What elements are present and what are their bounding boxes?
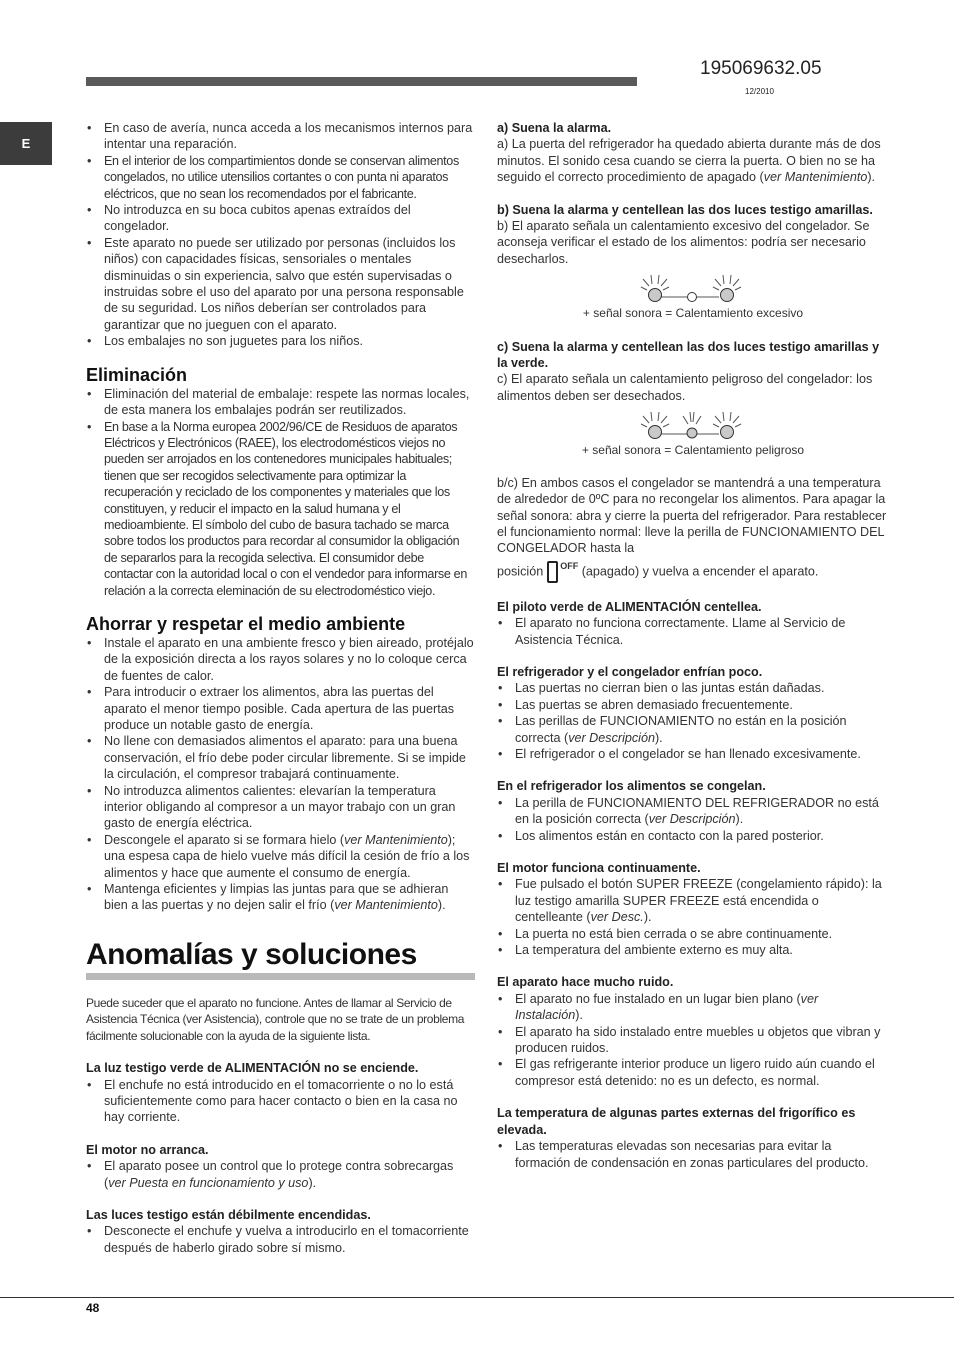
list-item: • Fue pulsado el botón SUPER FREEZE (congelamiento rápido): la luz testigo amarilla SUPER FREEZE está encendida o centelleante (ver Desc.). xyxy=(497,876,889,925)
list-item: • El refrigerador o el congelador se han llenado excesivamente. xyxy=(497,746,889,762)
document-date: 12/2010 xyxy=(745,87,774,96)
warning-lights-icon xyxy=(631,410,755,442)
warning-lights-icon xyxy=(631,273,755,305)
list-item: • En caso de avería, nunca acceda a los mecanismos internos para intentar una reparación. xyxy=(86,120,475,153)
list-item: • Las perillas de FUNCIONAMIENTO no están en la posición correcta (ver Descripción). xyxy=(497,713,889,746)
figure-caption: + señal sonora = Calentamiento peligroso xyxy=(581,443,805,458)
problem-heading: b) Suena la alarma y centellean las dos luces testigo amarillas. xyxy=(497,202,873,217)
problem-heading: El refrigerador y el congelador enfrían poco. xyxy=(497,664,763,679)
list-item: • La temperatura del ambiente externo es muy alta. xyxy=(497,942,889,958)
off-label: OFF xyxy=(560,560,579,571)
left-column xyxy=(86,120,475,1256)
problem-heading: El motor funciona continuamente. xyxy=(497,861,701,875)
list-item: • Desconecte el enchufe y vuelva a introducirlo en el tomacorriente después de haberlo girado sobre sí mismo. xyxy=(86,1223,475,1256)
paragraph: b/c) En ambos casos el congelador se mantendrá a una temperatura de alrededor de 0ºC para no recongelar los alimentos. Para apagar la señal sonora: abra y cierre la puerta del refrigerador. Para restablecer el funcionamiento normal: lleve la perilla de FUNCIONAMIENTO DEL CONGELADOR hasta la xyxy=(497,475,887,556)
paragraph: b) El aparato señala un calentamiento excesivo del congelador. Se aconseja verificar el estado de los alimentos: podría ser necesario desecharlos. xyxy=(497,219,870,266)
list-item: • En el interior de los compartimientos donde se conservan alimentos congelados, no utilice utensilios cortantes o con punta ni aparatos eléctricos, que no sean los recomendados por el fabricante. xyxy=(86,153,475,202)
list-item: • En base a la Norma europea 2002/96/CE de Residuos de aparatos Eléctricos y Electrónicos (RAEE), los electrodomésticos viejos no pueden ser arrojados en los contenedores municipales habituales; tienen que ser recogidos selectivamente para optimizar la recuperación y reciclado de los componentes y materiales que los constituyen, y reducir el impacto en la salud humana y el medioambiente. El símbolo del cubo de basura tachado se marca sobre todos los productos para recordar al consumidor la obligación de separarlos para la recogida selectiva. El consumidor debe contactar con la autoridad local o con el vendedor para informarse en relación a la correcta eleminación de su electrodoméstico viejo. xyxy=(86,419,475,599)
paragraph: posición $^{OFF}$ (apagado) y vuelva a encender el aparato. xyxy=(497,561,889,583)
language-tab: E xyxy=(0,122,52,165)
title-rule xyxy=(86,973,475,980)
figure-caption: + señal sonora = Calentamiento excesivo xyxy=(582,306,804,321)
list-item: • El gas refrigerante interior produce un ligero ruido aún cuando el compresor está detenido: no es un defecto, es normal. xyxy=(497,1056,889,1089)
right-column xyxy=(497,120,889,1171)
problem-heading: El aparato hace mucho ruido. xyxy=(497,975,674,990)
list-item: • Para introducir o extraer los alimentos, abra las puertas del aparato el menor tiempo posible. Cada apertura de las puertas produce un notable gasto de energía. xyxy=(86,684,475,733)
list-item: • Descongele el aparato si se formara hielo (ver Mantenimiento); una espesa capa de hielo vuelve más difícil la cesión de frío a los alimentos y hace que aumente el consumo de energía. xyxy=(86,832,475,881)
section-title-eliminacion: Eliminación xyxy=(86,364,188,385)
list-item: • Las puertas se abren demasiado frecuentemente. xyxy=(497,697,889,713)
list-item: • No llene con demasiados alimentos el aparato: para una buena conservación, el frío debe poder circular libremente. Si se impide la circulación, el compresor trabajará continuamente. xyxy=(86,733,475,782)
problem-heading: c) Suena la alarma y centellean las dos luces testigo amarillas y la verde. xyxy=(497,339,880,371)
list-item: • El enchufe no está introducido en el tomacorriente o no lo está suficientemente como para hacer contacto o bien en la casa no hay corriente. xyxy=(86,1077,475,1126)
knob-icon xyxy=(547,561,558,583)
problem-heading: Las luces testigo están débilmente encendidas. xyxy=(86,1207,371,1222)
eliminacion-list xyxy=(86,386,475,599)
section-title-ahorrar: Ahorrar y respetar el medio ambiente xyxy=(86,613,406,634)
list-item: • Este aparato no puede ser utilizado por personas (incluidos los niños) con capacidades físicas, sensoriales o mentales disminuidas o sin experiencia, salvo que estén supervisadas o instruidas sobre el uso del aparato por una persona responsable de su seguridad. Los niños deberían ser controlados para garantizar que no jueguen con el aparato. xyxy=(86,235,475,333)
list-item: • Los alimentos están en contacto con la pared posterior. xyxy=(497,828,889,844)
problem-heading: El piloto verde de ALIMENTACIÓN centellea. xyxy=(497,599,762,614)
problem-heading: En el refrigerador los alimentos se congelan. xyxy=(497,779,766,794)
list-item: • La perilla de FUNCIONAMIENTO DEL REFRIGERADOR no está en la posición correcta (ver Descripción). xyxy=(497,795,889,828)
indicator-figure-excessive xyxy=(497,273,889,321)
anomalias-intro: Puede suceder que el aparato no funcione. Antes de llamar al Servicio de Asistencia Técnica (ver Asistencia), controle que no se trate de un problema fácilmente solucionable con la ayuda de la siguiente lista. xyxy=(86,995,465,1043)
list-item: • Los embalajes no son juguetes para los niños. xyxy=(86,333,475,349)
safety-list xyxy=(86,120,475,350)
document-number: 195069632.05 xyxy=(700,58,822,79)
problem-heading: El motor no arranca. xyxy=(86,1142,209,1157)
list-item: • Mantenga eficientes y limpias las juntas para que se adhieran bien a las puertas y no dejen salir el frío (ver Mantenimiento). xyxy=(86,881,475,914)
list-item: • El aparato no fue instalado en un lugar bien plano (ver Instalación). xyxy=(497,991,889,1024)
list-item: • Las temperaturas elevadas son necesarias para evitar la formación de condensación en zonas particulares del producto. xyxy=(497,1138,889,1171)
ahorrar-list xyxy=(86,635,475,914)
list-item: • No introduzca alimentos calientes: elevarían la temperatura interior obligando al compresor a un mayor trabajo con un gran gasto de energía eléctrica. xyxy=(86,783,475,832)
list-item: • La puerta no está bien cerrada o se abre continuamente. xyxy=(497,926,889,942)
header-bar xyxy=(86,77,637,86)
page-number: 48 xyxy=(86,1301,100,1315)
list-item: • No introduzca en su boca cubitos apenas extraídos del congelador. xyxy=(86,202,475,235)
list-item: • Instale el aparato en una ambiente fresco y bien aireado, protéjalo de la exposición directa a los rayos solares y no lo coloque cerca de fuentes de calor. xyxy=(86,635,475,684)
list-item: • Las puertas no cierran bien o las juntas están dañadas. xyxy=(497,680,889,696)
section-title-anomalias: Anomalías y soluciones xyxy=(86,937,417,971)
footer-rule xyxy=(0,1297,954,1298)
problem-heading: La temperatura de algunas partes externas del frigorífico es elevada. xyxy=(497,1106,856,1137)
indicator-figure-dangerous xyxy=(497,410,889,458)
list-item: • El aparato posee un control que lo protege contra sobrecargas (ver Puesta en funcionamiento y uso). xyxy=(86,1158,475,1191)
list-item: • El aparato ha sido instalado entre muebles u objetos que vibran y producen ruidos. xyxy=(497,1024,889,1057)
problem-heading: a) Suena la alarma. xyxy=(497,121,612,135)
list-item: • Eliminación del material de embalaje: respete las normas locales, de esta manera los embalajes podrán ser reutilizados. xyxy=(86,386,475,419)
paragraph: a) La puerta del refrigerador ha quedado abierta durante más de dos minutos. El sonido cesa cuando se cierra la puerta. O bien no se ha seguido el correcto procedimiento de apagado (ver Mantenimiento). xyxy=(497,137,881,185)
list-item: • El aparato no funciona correctamente. Llame al Servicio de Asistencia Técnica. xyxy=(497,615,889,648)
paragraph: c) El aparato señala un calentamiento peligroso del congelador: los alimentos deben ser desechados. xyxy=(497,372,873,403)
problem-heading: La luz testigo verde de ALIMENTACIÓN no se enciende. xyxy=(86,1061,419,1076)
